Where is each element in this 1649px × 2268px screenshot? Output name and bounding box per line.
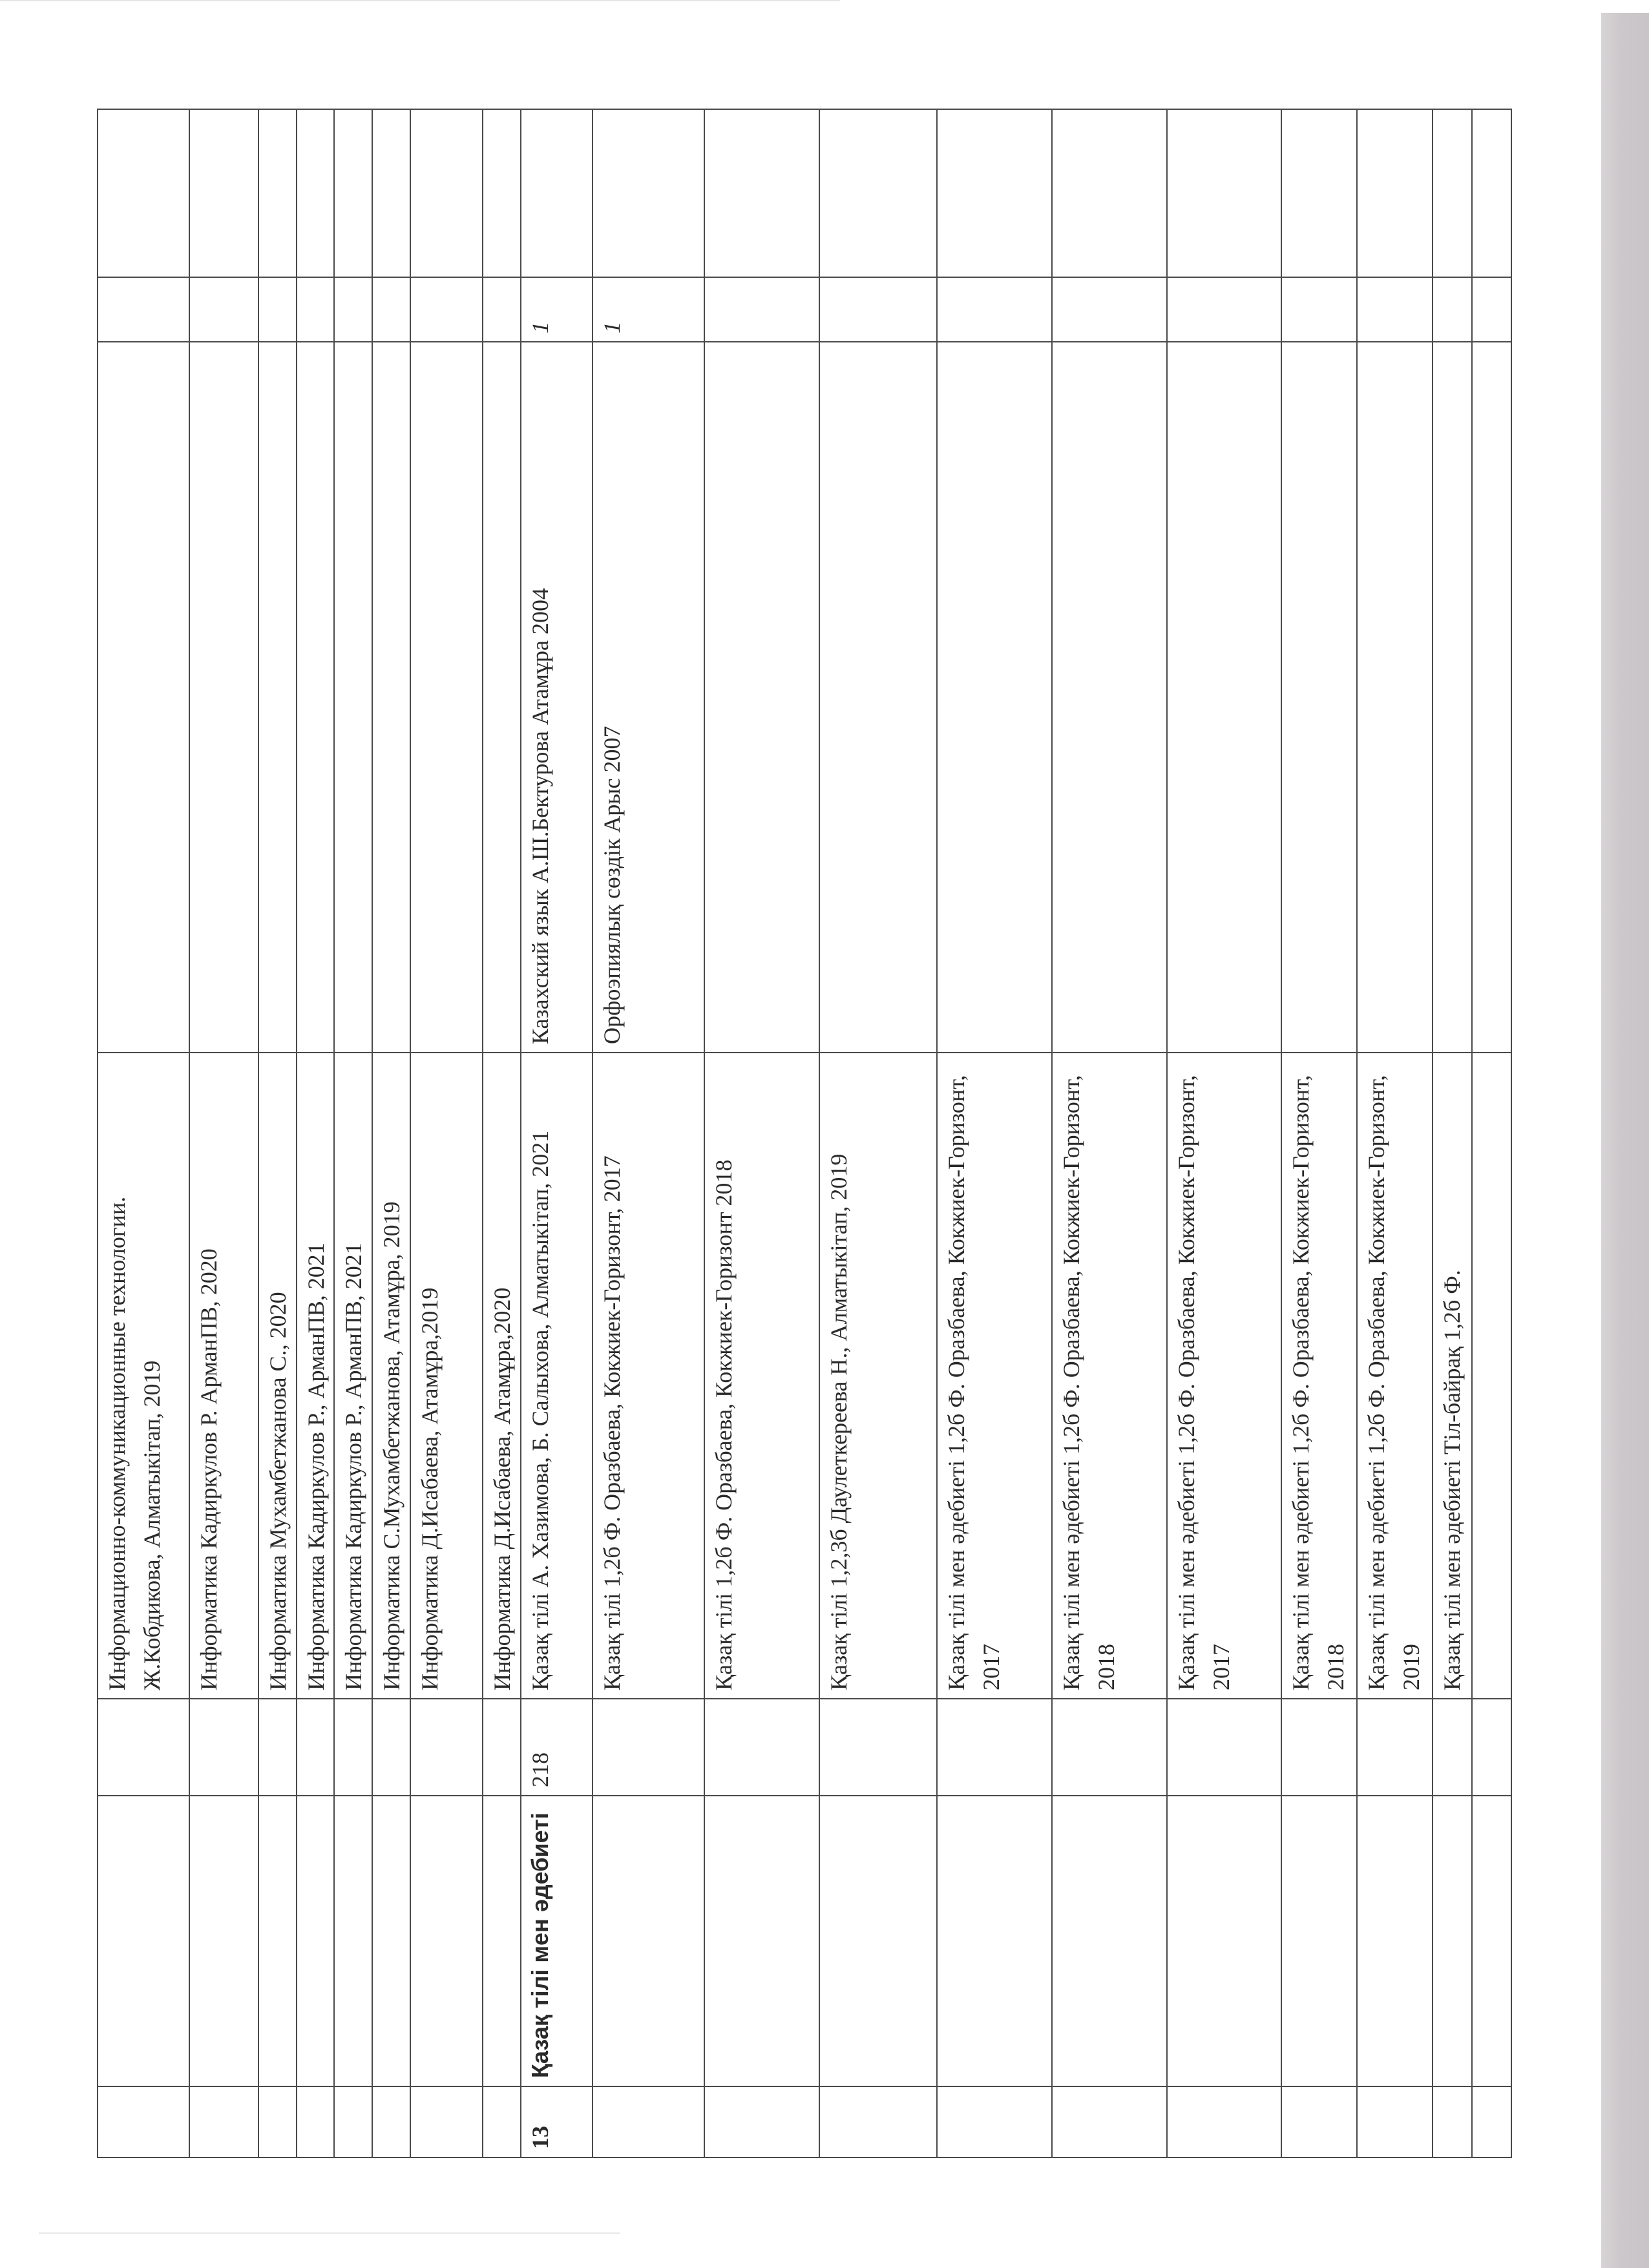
book-cell: Қазақ тілі мен әдебиеті 1,2б Ф. Оразбаева, Кокжиек-Горизонт, 2018 <box>1052 1053 1167 1699</box>
count-cell <box>297 1699 335 1796</box>
table-row <box>819 109 938 2158</box>
empty-cell <box>98 109 189 277</box>
extra-book-cell <box>1167 342 1282 1053</box>
row-number <box>1472 2086 1511 2158</box>
extra-book-cell <box>1433 342 1472 1053</box>
book-cell: Информационно-коммуникационные технологии. Ж.Кобдикова, Алматыкітап, 2019 <box>98 1053 189 1699</box>
table-row <box>704 109 819 2158</box>
subject-cell <box>483 1796 521 2086</box>
count-cell <box>819 1699 938 1796</box>
book-cell <box>1472 1053 1511 1699</box>
table-row <box>334 109 372 2158</box>
qty-cell: 1 <box>593 277 704 342</box>
table-row <box>1357 109 1433 2158</box>
qty-cell <box>1167 277 1282 342</box>
table-row <box>258 109 297 2158</box>
qty-cell <box>483 277 521 342</box>
empty-cell <box>819 109 938 277</box>
qty-cell <box>819 277 938 342</box>
subject-cell <box>410 1796 483 2086</box>
extra-book-cell <box>819 342 938 1053</box>
extra-book-cell <box>1472 342 1511 1053</box>
row-number <box>334 2086 372 2158</box>
extra-book-cell <box>1281 342 1357 1053</box>
table-row <box>1167 109 1282 2158</box>
row-number <box>372 2086 410 2158</box>
empty-cell <box>258 109 297 277</box>
qty-cell <box>98 277 189 342</box>
scan-bottom-edge <box>39 2232 620 2234</box>
row-number <box>189 2086 258 2158</box>
table-row <box>1052 109 1167 2158</box>
count-cell <box>483 1699 521 1796</box>
book-cell: Қазақ тілі 1,2,3б Даулеткереева Н., Алматыкітап, 2019 <box>819 1053 938 1699</box>
row-number <box>593 2086 704 2158</box>
book-cell: Информатика Кадиркулов Р., АрманПВ, 2021 <box>334 1053 372 1699</box>
qty-cell <box>1472 277 1511 342</box>
empty-cell <box>1433 109 1472 277</box>
qty-cell <box>258 277 297 342</box>
table-row <box>521 109 593 2158</box>
subject-cell <box>189 1796 258 2086</box>
empty-cell <box>410 109 483 277</box>
empty-cell <box>937 109 1052 277</box>
table-row <box>189 109 258 2158</box>
empty-cell <box>297 109 335 277</box>
subject-cell <box>1167 1796 1282 2086</box>
qty-cell <box>334 277 372 342</box>
book-cell: Қазақ тілі мен әдебиеті 1,2б Ф. Оразбаева, Кокжиек-Горизонт, 2019 <box>1357 1053 1433 1699</box>
count-cell <box>1357 1699 1433 1796</box>
count-cell <box>372 1699 410 1796</box>
book-cell: Информатика Д.Исабаева, Атамұра,2019 <box>410 1053 483 1699</box>
extra-book-cell <box>410 342 483 1053</box>
extra-book-cell <box>704 342 819 1053</box>
extra-book-cell <box>258 342 297 1053</box>
table-row <box>1472 109 1511 2158</box>
count-cell <box>334 1699 372 1796</box>
table-row <box>593 109 704 2158</box>
count-cell <box>98 1699 189 1796</box>
book-cell: Қазақ тілі мен әдебиеті 1,2б Ф. Оразбаева, Кокжиек-Горизонт, 2018 <box>1281 1053 1357 1699</box>
empty-cell <box>189 109 258 277</box>
qty-cell <box>1281 277 1357 342</box>
row-number <box>1433 2086 1472 2158</box>
empty-cell <box>521 109 593 277</box>
row-number <box>483 2086 521 2158</box>
empty-cell <box>1052 109 1167 277</box>
count-cell <box>937 1699 1052 1796</box>
table-row <box>372 109 410 2158</box>
row-number <box>1357 2086 1433 2158</box>
scanner-edge-strip <box>1601 13 1649 2268</box>
subject-cell <box>1281 1796 1357 2086</box>
row-number <box>1281 2086 1357 2158</box>
row-number: 13 <box>521 2086 593 2158</box>
empty-cell <box>1472 109 1511 277</box>
empty-cell <box>704 109 819 277</box>
qty-cell <box>704 277 819 342</box>
table-row <box>410 109 483 2158</box>
subject-cell <box>1052 1796 1167 2086</box>
qty-cell <box>1357 277 1433 342</box>
subject-cell <box>98 1796 189 2086</box>
qty-cell <box>937 277 1052 342</box>
row-number <box>1167 2086 1282 2158</box>
extra-book-cell <box>1357 342 1433 1053</box>
subject-cell <box>704 1796 819 2086</box>
book-cell: Қазақ тілі мен әдебиеті Тіл-байрақ 1,2б Ф. <box>1433 1053 1472 1699</box>
book-cell: Информатика Мухамбетжанова С., 2020 <box>258 1053 297 1699</box>
book-cell: Информатика Кадиркулов Р. АрманПВ, 2020 <box>189 1053 258 1699</box>
extra-book-cell: Орфоэпиялық сөздік Арыс 2007 <box>593 342 704 1053</box>
subject-cell <box>819 1796 938 2086</box>
book-cell: Информатика Кадиркулов Р., АрманПВ, 2021 <box>297 1053 335 1699</box>
subject-cell <box>372 1796 410 2086</box>
subject-cell <box>1472 1796 1511 2086</box>
count-cell <box>1281 1699 1357 1796</box>
table-row <box>937 109 1052 2158</box>
textbook-register-table <box>97 109 1512 2158</box>
subject-cell <box>297 1796 335 2086</box>
scan-top-edge <box>0 0 840 1</box>
subject-cell <box>937 1796 1052 2086</box>
table-row <box>1281 109 1357 2158</box>
table-row <box>98 109 189 2158</box>
row-number <box>98 2086 189 2158</box>
extra-book-cell <box>372 342 410 1053</box>
qty-cell: 1 <box>521 277 593 342</box>
book-cell: Информатика С.Мухамбетжанова, Атамұра, 2019 <box>372 1053 410 1699</box>
empty-cell <box>1357 109 1433 277</box>
empty-cell <box>593 109 704 277</box>
row-number <box>410 2086 483 2158</box>
subject-cell <box>1433 1796 1472 2086</box>
empty-cell <box>1281 109 1357 277</box>
qty-cell <box>1052 277 1167 342</box>
extra-book-cell <box>189 342 258 1053</box>
count-cell <box>258 1699 297 1796</box>
subject-cell <box>258 1796 297 2086</box>
count-cell <box>704 1699 819 1796</box>
count-cell <box>410 1699 483 1796</box>
table-row <box>297 109 335 2158</box>
qty-cell <box>189 277 258 342</box>
row-number <box>937 2086 1052 2158</box>
row-number <box>258 2086 297 2158</box>
extra-book-cell <box>483 342 521 1053</box>
count-cell <box>1472 1699 1511 1796</box>
rotated-page <box>97 110 1512 2158</box>
subject-cell <box>593 1796 704 2086</box>
row-number <box>297 2086 335 2158</box>
extra-book-cell <box>1052 342 1167 1053</box>
subject-cell <box>1357 1796 1433 2086</box>
book-cell: Қазақ тілі мен әдебиеті 1,2б Ф. Оразбаева, Кокжиек-Горизонт, 2017 <box>937 1053 1052 1699</box>
row-number <box>1052 2086 1167 2158</box>
empty-cell <box>372 109 410 277</box>
extra-book-cell <box>98 342 189 1053</box>
table-row <box>483 109 521 2158</box>
count-cell <box>1433 1699 1472 1796</box>
count-cell: 218 <box>521 1699 593 1796</box>
subject-cell: Қазақ тілі мен әдебиеті <box>521 1796 593 2086</box>
empty-cell <box>483 109 521 277</box>
count-cell <box>593 1699 704 1796</box>
empty-cell <box>1167 109 1282 277</box>
extra-book-cell: Казахский язык А.Ш.Бектурова Атамұра 2004 <box>521 342 593 1053</box>
empty-cell <box>334 109 372 277</box>
qty-cell <box>410 277 483 342</box>
extra-book-cell <box>334 342 372 1053</box>
table-row <box>1433 109 1472 2158</box>
count-cell <box>189 1699 258 1796</box>
extra-book-cell <box>297 342 335 1053</box>
count-cell <box>1052 1699 1167 1796</box>
book-cell: Информатика Д.Исабаева, Атамұра,2020 <box>483 1053 521 1699</box>
book-cell: Қазақ тілі 1,2б Ф. Оразбаева, Кокжиек-Горизонт 2018 <box>704 1053 819 1699</box>
book-cell: Қазақ тілі А. Хазимова, Б. Салыхова, Алматыкітап, 2021 <box>521 1053 593 1699</box>
book-cell: Қазақ тілі мен әдебиеті 1,2б Ф. Оразбаева, Кокжиек-Горизонт, 2017 <box>1167 1053 1282 1699</box>
qty-cell <box>1433 277 1472 342</box>
qty-cell <box>372 277 410 342</box>
row-number <box>819 2086 938 2158</box>
qty-cell <box>297 277 335 342</box>
extra-book-cell <box>937 342 1052 1053</box>
row-number <box>704 2086 819 2158</box>
subject-cell <box>334 1796 372 2086</box>
count-cell <box>1167 1699 1282 1796</box>
book-cell: Қазақ тілі 1,2б Ф. Оразбаева, Кокжиек-Горизонт, 2017 <box>593 1053 704 1699</box>
